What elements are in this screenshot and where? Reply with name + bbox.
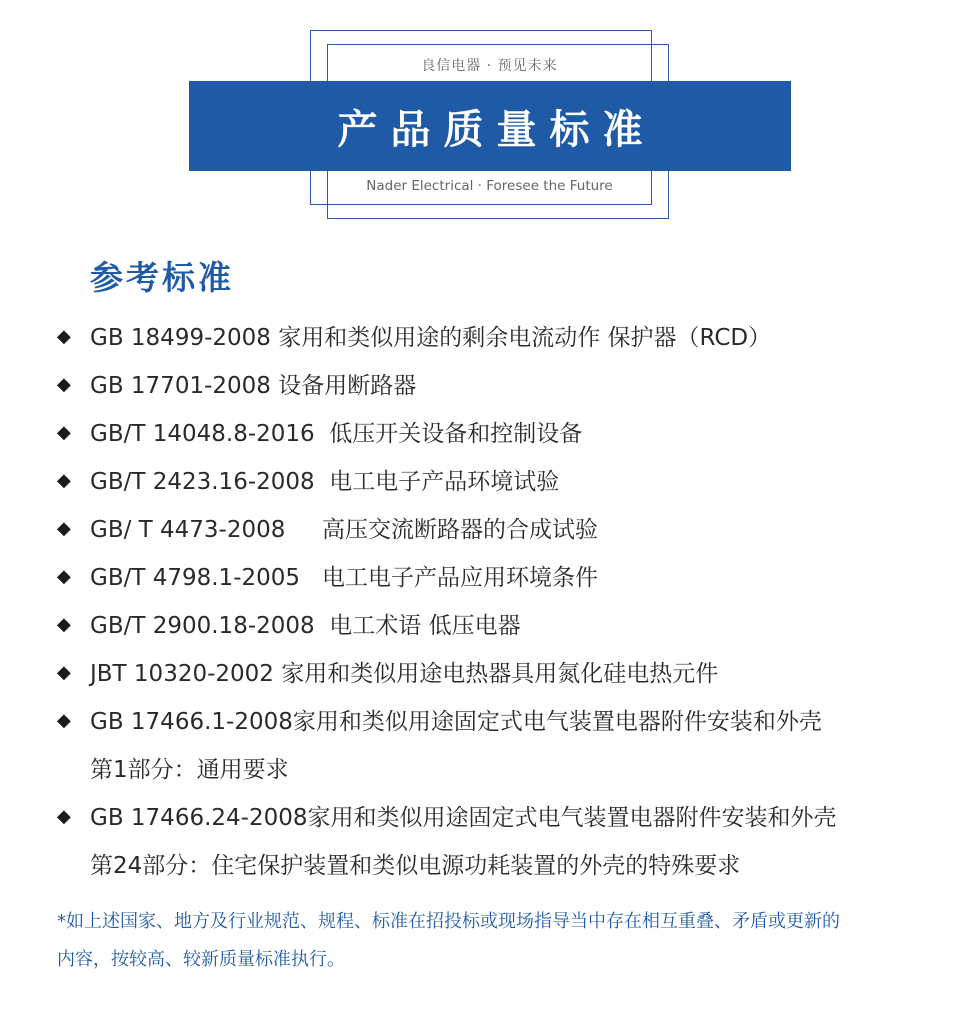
standard-text: GB 17466.1-2008家用和类似用途固定式电气装置电器附件安装和外壳	[90, 709, 822, 735]
section-title: 参考标准	[90, 258, 234, 297]
footnote	[57, 903, 937, 979]
standard-text: GB/T 14048.8-2016 低压开关设备和控制设备	[90, 421, 583, 447]
page-title: 产品质量标准	[337, 106, 656, 153]
diamond-bullet-icon: ◆	[57, 374, 71, 395]
standard-text: GB/ T 4473-2008 高压交流断路器的合成试验	[90, 517, 598, 543]
diamond-bullet-icon: ◆	[57, 470, 71, 491]
title-banner	[189, 81, 791, 171]
diamond-bullet-icon: ◆	[57, 326, 71, 347]
diamond-bullet-icon: ◆	[57, 566, 71, 587]
header	[0, 0, 980, 230]
diamond-bullet-icon: ◆	[57, 710, 71, 731]
diamond-bullet-icon: ◆	[57, 422, 71, 443]
diamond-bullet-icon: ◆	[57, 518, 71, 539]
standard-text: GB 17701-2008 设备用断路器	[90, 373, 417, 399]
standard-text: GB 17466.24-2008家用和类似用途固定式电气装置电器附件安装和外壳	[90, 805, 837, 831]
standard-text: GB/T 2900.18-2008 电工术语 低压电器	[90, 613, 521, 639]
footnote-line: *如上述国家、地方及行业规范、规程、标准在招投标或现场指导当中存在相互重叠、矛盾或更新的	[57, 911, 840, 932]
diamond-bullet-icon: ◆	[57, 806, 71, 827]
diamond-bullet-icon: ◆	[57, 662, 71, 683]
tagline-chinese: 良信电器 · 预见未来	[421, 58, 558, 74]
standard-subtext: 第24部分：住宅保护装置和类似电源功耗装置的外壳的特殊要求	[90, 853, 741, 879]
standard-text: GB 18499-2008 家用和类似用途的剩余电流动作 保护器（RCD）	[90, 325, 772, 351]
standard-text: JBT 10320-2002 家用和类似用途电热器具用氮化硅电热元件	[90, 661, 719, 687]
standard-subtext: 第1部分：通用要求	[90, 757, 289, 783]
diamond-bullet-icon: ◆	[57, 614, 71, 635]
tagline-english: Nader Electrical · Foresee the Future	[366, 178, 613, 194]
standard-text: GB/T 2423.16-2008 电工电子产品环境试验	[90, 469, 560, 495]
footnote-line: 内容，按较高、较新质量标准执行。	[57, 949, 345, 970]
standard-text: GB/T 4798.1-2005 电工电子产品应用环境条件	[90, 565, 598, 591]
